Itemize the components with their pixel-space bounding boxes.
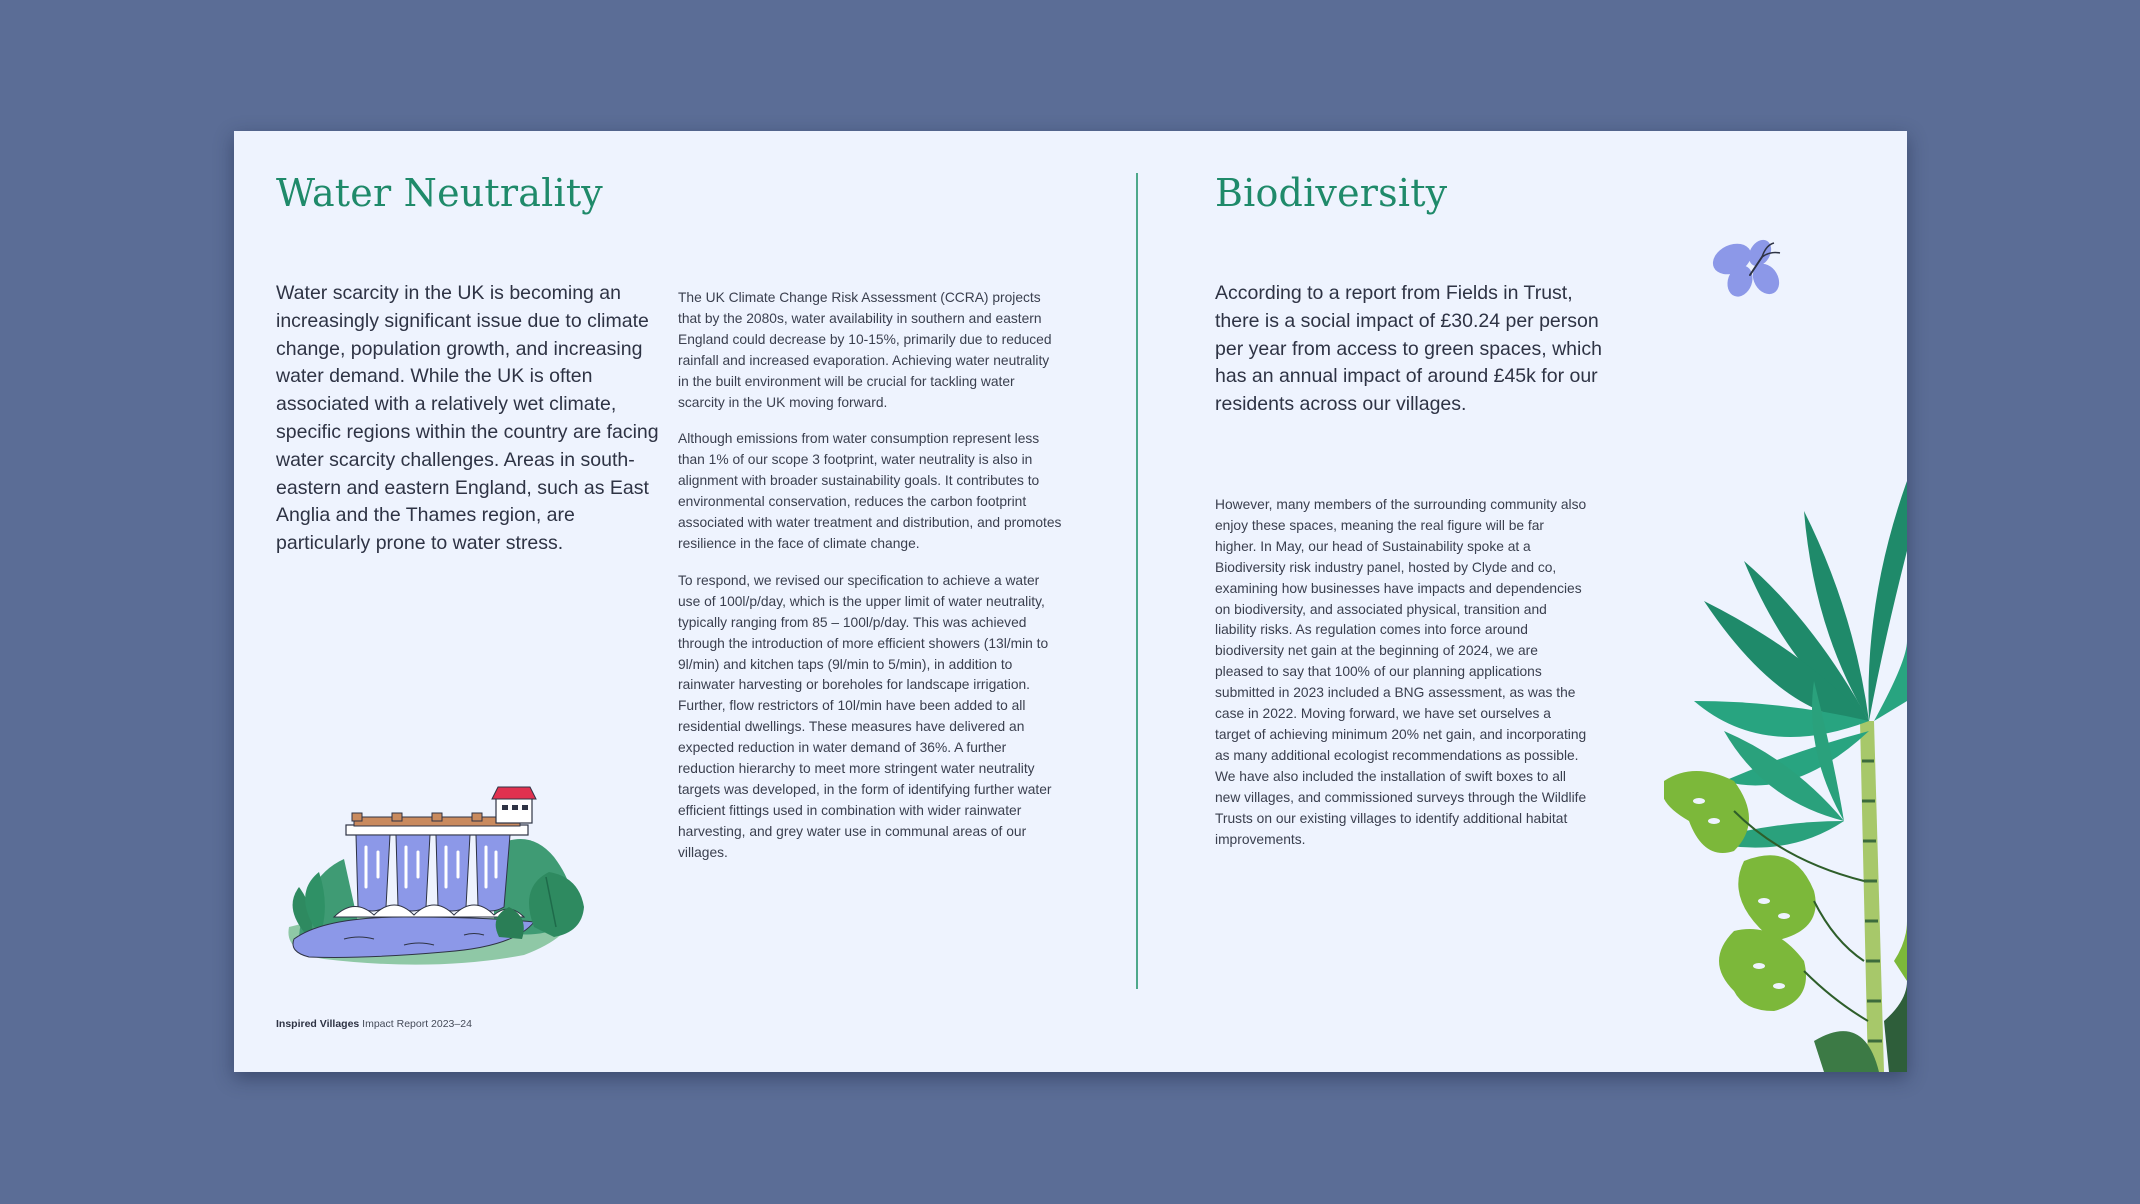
- column-divider: [1136, 173, 1138, 989]
- water-paragraph-emissions: Although emissions from water consumption represent less than 1% of our scope 3 footprint, water neutrality is also in alignment with broader sustainability goals. It contributes to environmental conservation, reduces the carbon footprint associated with water treatment and distribution, and promotes resilience in the face of climate change.: [678, 431, 1062, 551]
- water-neutrality-title: Water Neutrality: [276, 171, 603, 215]
- biodiversity-lead-text: According to a report from Fields in Trust, there is a social impact of £30.24 per person per year from access to green spaces, which has an annual impact of around £45k for our residents across our villages.: [1215, 282, 1602, 416]
- tropical-plants-illustration: [1664, 401, 1907, 1072]
- water-paragraph-response: To respond, we revised our specification to achieve a water use of 100l/p/day, which is the upper limit of water neutrality, typically ranging from 85 – 100l/p/day. This was achieved through the introduction of more efficient showers (13l/min to 9l/min) and kitchen taps (9l/min to 5/min), in addition to rainwater harvesting or boreholes for landscape irrigation. Further, flow restrictors of 10l/min have been added to all residential dwellings. These measures have delivered an expected reduction in water demand of 36%. A further reduction hierarchy to meet more stringent water neutrality targets was developed, in the form of identifying further water efficient fittings used in combination with wider rainwater harvesting, and grey water use in communal areas of our villages.: [678, 572, 1052, 860]
- footer: [276, 1018, 472, 1030]
- butterfly-icon: [1704, 227, 1800, 311]
- footer-report: Impact Report 2023–24: [359, 1018, 472, 1030]
- biodiversity-body-column: [1215, 495, 1587, 866]
- water-paragraph-ccra: The UK Climate Change Risk Assessment (CCRA) projects that by the 2080s, water availability in southern and eastern England could decrease by 10-15%, primarily due to reduced rainfall and increased evaporation. Achieving water neutrality in the built environment will be crucial for tackling water scarcity in the UK moving forward.: [678, 290, 1052, 410]
- water-lead-text: Water scarcity in the UK is becoming an increasingly significant issue due to climate change, population growth, and increasing water demand. While the UK is often associated with a relatively wet climate, specific regions within the country are facing water scarcity challenges. Areas in south-eastern and eastern England, such as East Anglia and the Thames region, are particularly prone to water stress.: [276, 282, 659, 555]
- water-body-column: [678, 288, 1063, 880]
- report-spread: [234, 131, 1907, 1072]
- dam-waterfall-illustration: [284, 767, 614, 967]
- biodiversity-title: Biodiversity: [1215, 171, 1448, 215]
- biodiversity-paragraph: However, many members of the surrounding community also enjoy these spaces, meaning the real figure will be far higher. In May, our head of Sustainability spoke at a Biodiversity risk industry panel, hosted by Clyde and co, examining how businesses have impacts and dependencies on biodiversity, and associated physical, transition and liability risks. As regulation comes into force around biodiversity net gain at the beginning of 2024, we are pleased to say that 100% of our planning applications submitted in 2023 included a BNG assessment, as was the case in 2022. Moving forward, we have set ourselves a target of achieving minimum 20% net gain, and incorporating as many additional ecologist recommendations as possible. We have also included the installation of swift boxes to all new villages, and commissioned surveys through the Wildlife Trusts on our existing villages to identify additional habitat improvements.: [1215, 497, 1587, 847]
- footer-brand: Inspired Villages: [276, 1018, 360, 1030]
